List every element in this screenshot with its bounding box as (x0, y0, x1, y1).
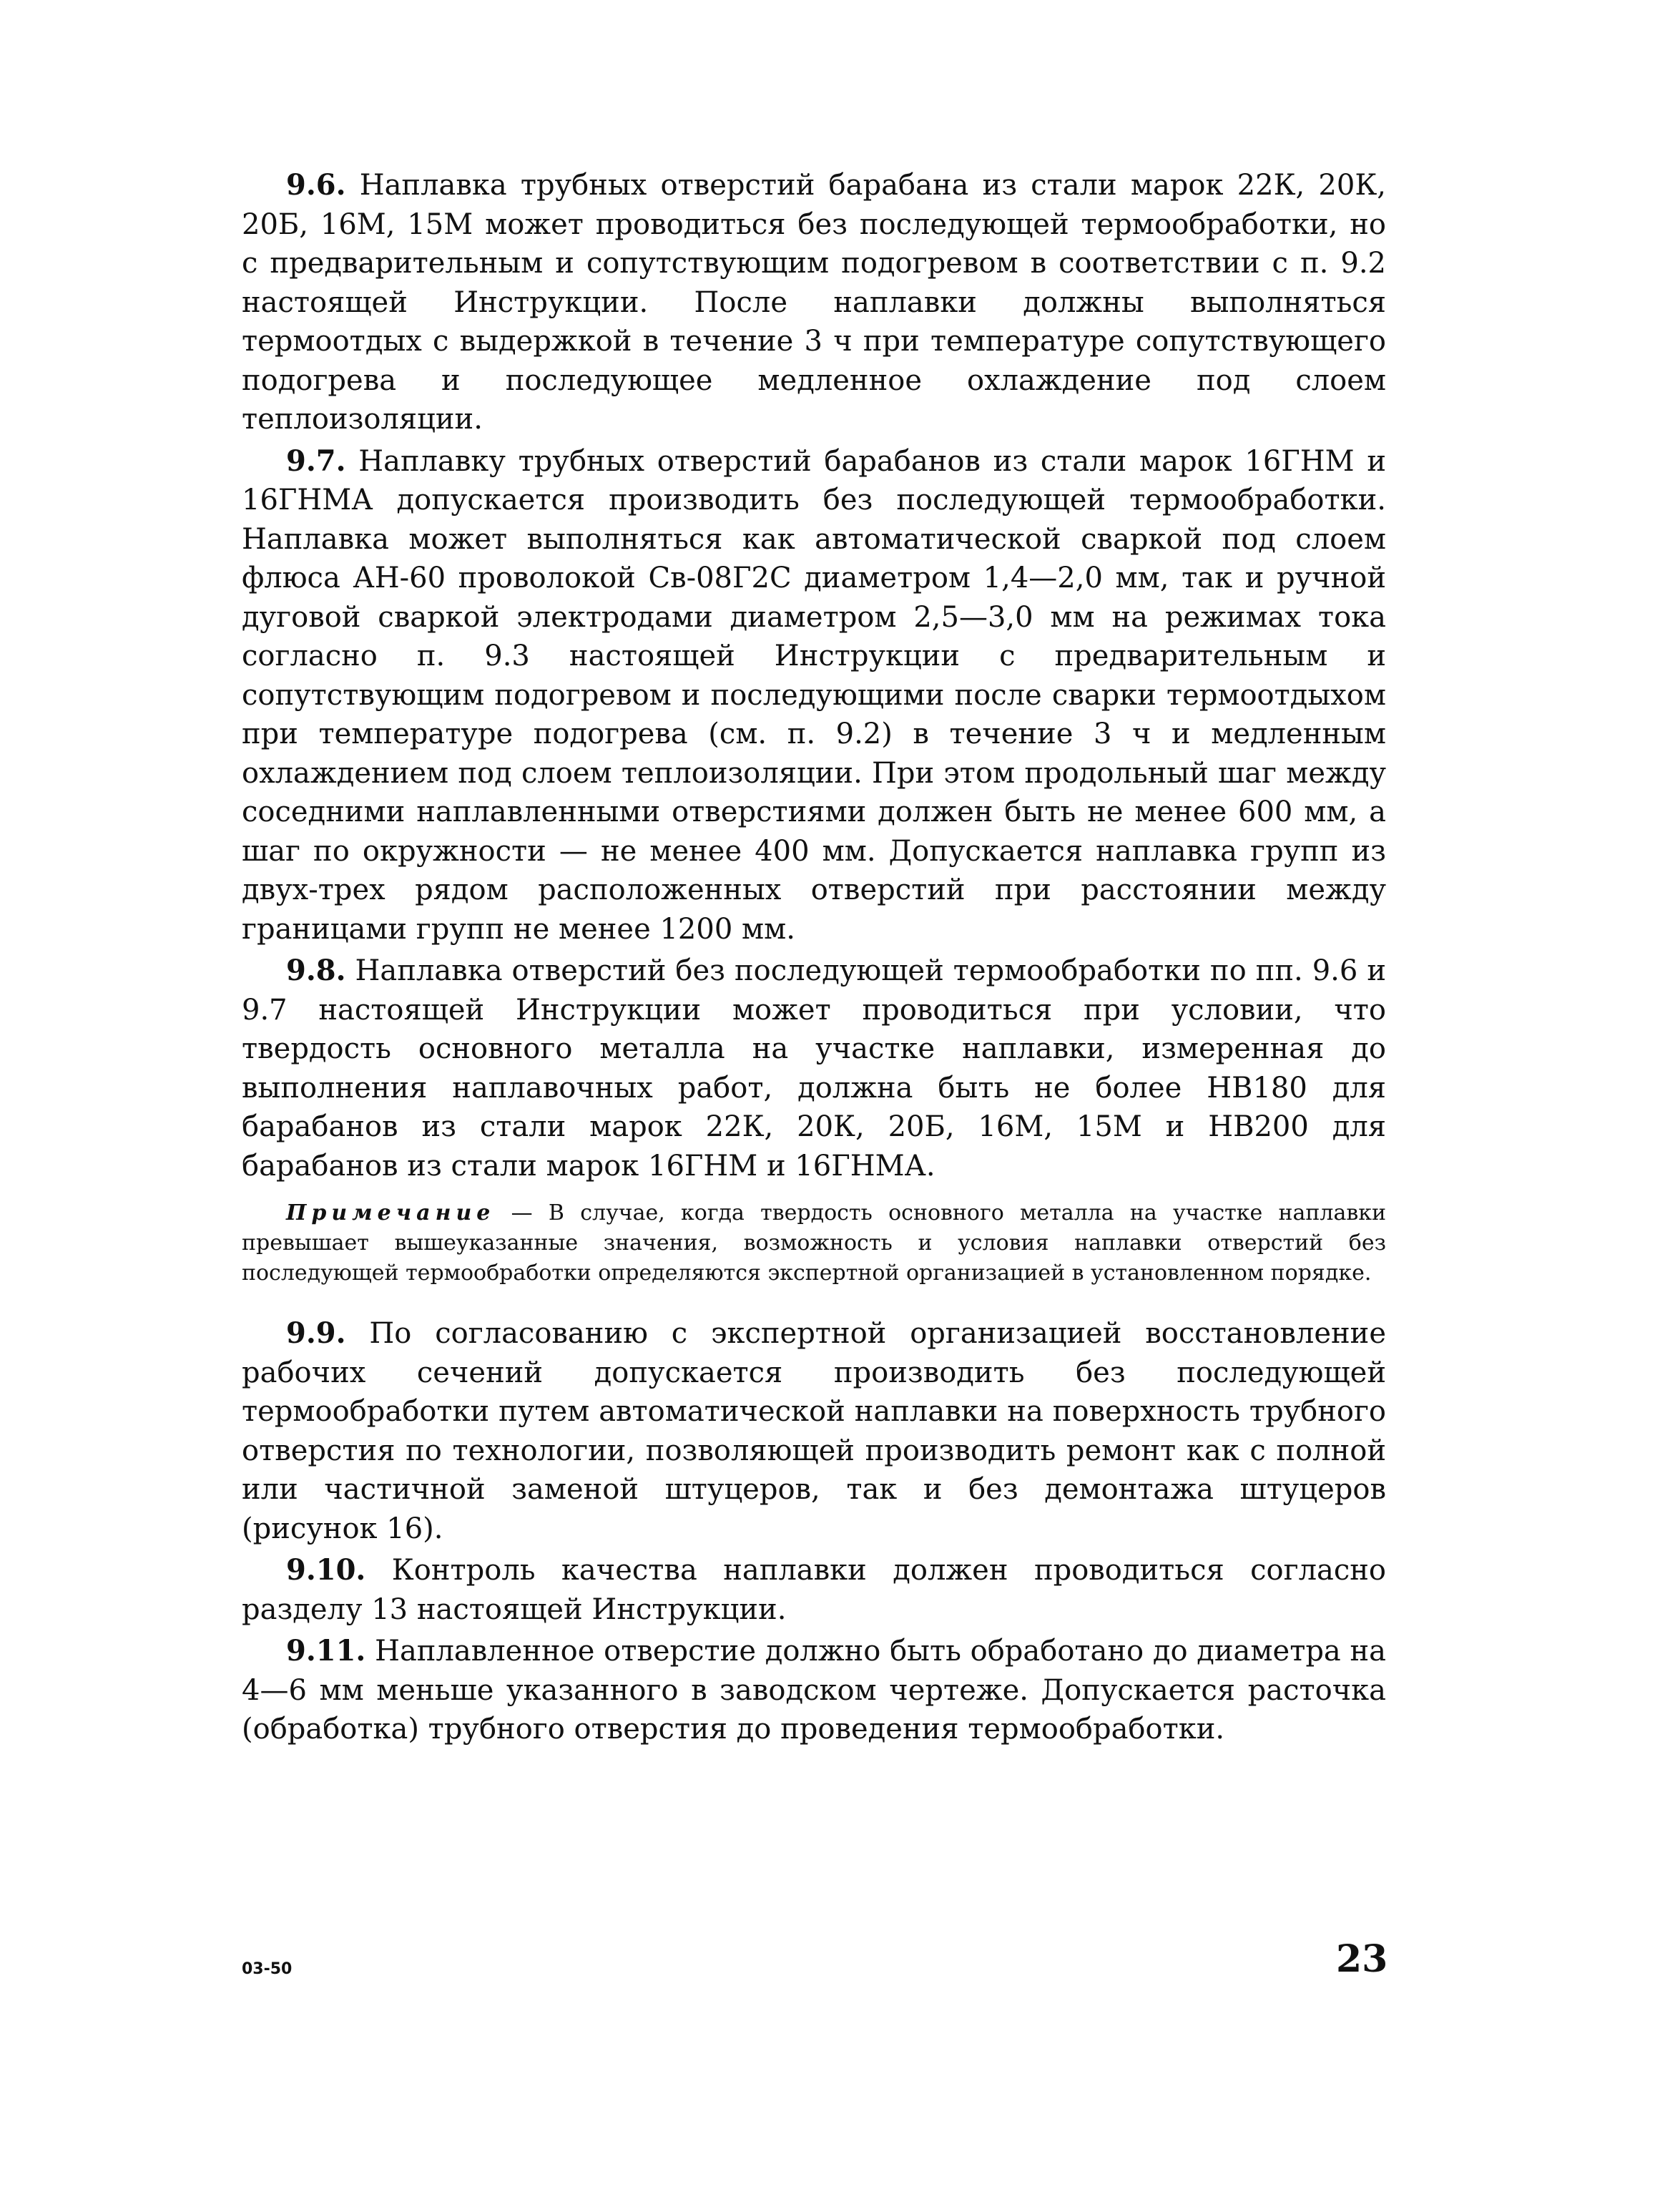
page-body (242, 166, 1386, 1752)
paragraph-text: Наплавка отверстий без последующей термообработки по пп. 9.6 и 9.7 настоящей Инструкции может проводиться при условии, что твердость основного металла на участке наплавки, измеренная до выполнения наплавочных работ, должна быть не более НВ180 для барабанов из стали марок 22К, 20К, 20Б, 16М, 15М и НВ200 для барабанов из стали марок 16ГНМ и 16ГНМА. (242, 954, 1386, 1183)
paragraph-number: 9.9. (286, 1316, 346, 1350)
paragraph-number: 9.8. (286, 954, 346, 987)
paragraph-9-7 (242, 442, 1386, 949)
paragraph-number: 9.7. (286, 444, 346, 478)
note-text: — В случае, когда твердость основного металла на участке наплавки превышает вышеуказанные значения, возможность и условия наплавки отверстий без последующей термообработки определяются экспертной организацией в установленном порядке. (242, 1200, 1386, 1286)
note-label: Примечание (286, 1200, 496, 1225)
paragraph-text: Наплавку трубных отверстий барабанов из стали марок 16ГНМ и 16ГНМА допускается производить без последующей термообработки. Наплавка может выполняться как автоматической сваркой под слоем флюса АН-60 проволокой Св-08Г2С диаметром 1,4—2,0 мм, так и ручной дуговой сваркой электродами диаметром 2,5—3,0 мм на режимах тока согласно п. 9.3 настоящей Инструкции с предварительным и сопутствующим подогревом и последующими после сварки термоотдыхом при температуре подогрева (см. п. 9.2) в течение 3 ч и медленным охлаждением под слоем теплоизоляции. При этом продольный шаг между соседними наплавленными отверстиями должен быть не менее 600 мм, а шаг по окружности — не менее 400 мм. Допускается наплавка групп из двух-трех рядом расположенных отверстий при расстоянии между границами групп не менее 1200 мм. (242, 444, 1387, 946)
paragraph-number: 9.6. (286, 168, 346, 202)
footer-code: 03-50 (242, 1960, 293, 1978)
paragraph-9-9 (242, 1314, 1386, 1548)
paragraph-9-8 (242, 951, 1386, 1185)
paragraph-text: Наплавленное отверстие должно быть обработано до диаметра на 4—6 мм меньше указанного в заводском чертеже. Допускается расточка (обработка) трубного отверстия до проведения термообработки. (242, 1635, 1386, 1746)
note-block (242, 1198, 1386, 1288)
paragraph-text: Наплавка трубных отверстий барабана из стали марок 22К, 20К, 20Б, 16М, 15М может проводиться без последующей термообработки, но с предварительным и сопутствующим подогревом в соответствии с п. 9.2 настоящей Инструкции. После наплавки должны выполняться термоотдых с выдержкой в течение 3 ч при температуре сопутствующего подогрева и последующее медленное охлаждение под слоем теплоизоляции. (242, 169, 1386, 436)
paragraph-text: По согласованию с экспертной организацией восстановление рабочих сечений допускается производить без последующей термообработки путем автоматической наплавки на поверхность трубного отверстия по технологии, позволяющей производить ремонт как с полной или частичной заменой штуцеров, так и без демонтажа штуцеров (рисунок 16). (242, 1317, 1386, 1545)
paragraph-9-6 (242, 166, 1386, 439)
paragraph-9-10 (242, 1551, 1386, 1629)
paragraph-number: 9.10. (286, 1553, 366, 1587)
paragraph-number: 9.11. (286, 1634, 366, 1668)
paragraph-9-11 (242, 1632, 1386, 1749)
paragraph-text: Контроль качества наплавки должен проводиться согласно разделу 13 настоящей Инструкции. (242, 1554, 1386, 1626)
page-number: 23 (1336, 1937, 1388, 1981)
